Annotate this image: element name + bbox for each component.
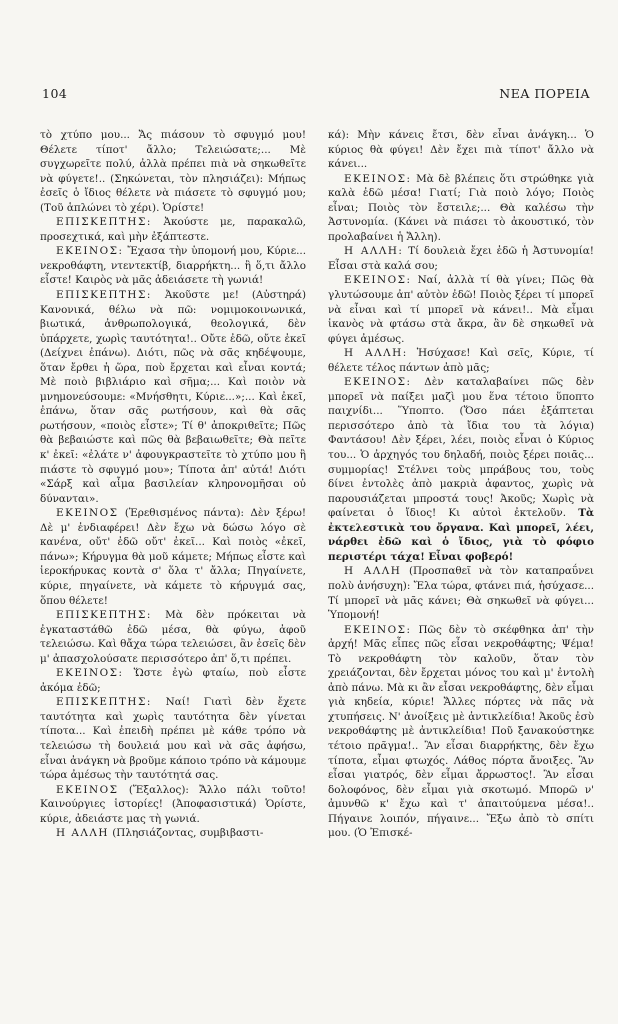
dialogue-paragraph [328, 623, 594, 841]
speaker-name: ΕΚΕΙΝΟΣ: [344, 172, 412, 185]
dialogue-text: (Ἔξαλλος): Ἄλλο πάλι τοῦτο! Καινούργιες ἱστορίες! (Ἀποφασιστικά) Ὁρίστε, κύριε, ἀδειάστε μας τὴ γωνιά. [40, 783, 306, 825]
dialogue-paragraph [40, 215, 306, 244]
dialogue-text: Μὰ δὲν πρόκειται νὰ ἐγκαταστάθῶ ἐδῶ μέσα, θὰ φύγω, ἀφοῦ τελειώσω. Καὶ θἄχα τώρα τελειώσει, ἂν ἐσεῖς δὲν μ' ἀπασχολούσατε περισσότερο ἀπ' ὅ,τι πρέπει. [40, 609, 306, 665]
speaker-name: ΕΚΕΙΝΟΣ: [56, 245, 124, 258]
speaker-name: Η ΑΛΛΗ: [344, 347, 408, 360]
dialogue-paragraph [40, 288, 306, 506]
dialogue-paragraph [328, 346, 594, 375]
speaker-name: Η ΑΛΛΗ: [344, 245, 404, 258]
dialogue-text: Κι αὐτοὶ ἐκτελοῦν. [448, 507, 579, 520]
dialogue-paragraph [40, 244, 306, 288]
dialogue-paragraph [328, 564, 594, 622]
dialogue-text: Δὲν καταλαβαίνει πῶς δὲν μπορεῖ νὰ παίξει μαζὶ μου ἕνα τέτοιο ὕποπτο παιχνίδι... Ὕποπτο. (Ὅσο πάει ἐξάπτεται περισσότερο ἀπὸ τὰ ἴδια του τὰ λόγια) Φαντάσου! Δὲν ξέρει, λέει, ποιὸς εἶναι ὁ Κύριος του... Ὁ ἀρχηγός του δηλαδή, ποιὸς ξέρει ποιᾶς... συμμορίας! Στέλνει τοὺς μπράβους του, τοὺς δίνει ἐντολὲς ἀπὸ μακριὰ ἀφαντος, χωρὶς νὰ παρουσιάζεται μπροστά τους! Ἀκοῦς; Χωρὶς νὰ φαίνεται ὁ ἴδιος! [328, 376, 594, 520]
speaker-name: ΕΚΕΙΝΟΣ: [344, 376, 412, 389]
speaker-name: ΕΠΙΣΚΕΠΤΗΣ: [56, 609, 152, 622]
left-column [40, 128, 306, 1008]
dialogue-text: Ναί, ἀλλὰ τί θὰ γίνει; Πῶς θὰ γλυτώσουμε ἀπ' αὐτὸν ἐδῶ! Ποιὸς ξέρει τί μπορεῖ νὰ εἶναι καὶ τί μπορεῖ νὰ κάνει!.. Μὰ εἶμαι ἱκανὸς νὰ φτάσω στὰ ἄκρα, ἂν δὲ σηκωθεῖ νὰ φύγει ἀμέσως. [328, 274, 594, 345]
dialogue-paragraph [328, 244, 594, 273]
dialogue-text: Ναί! Γιατὶ δὲν ἔχετε ταυτότητα καὶ χωρὶς ταυτότητα δὲν γίνεται τίποτα... Καὶ ἐπειδὴ πρέπει μὲ κάθε τρόπο νὰ τελειώσω τὴ δουλειά μου καὶ νὰ σᾶς ἀφήσω, εἶναι ἀνάγκη νὰ βροῦμε κάποιο τρόπο νὰ κάμουμε τώρα ἀμέσως τὴν ταυτότητά σας. [40, 696, 306, 782]
dialogue-text: Ἔχασα τὴν ὑπομονή μου, Κύριε... νεκροθάφτη, ντεντεκτίβ, διαρρήκτη... ἢ ὅ,τι ἄλλο εἶστε! Καιρὸς νὰ μᾶς ἀδειάσετε τὴ γωνιά! [40, 245, 306, 287]
speaker-name: Η ΑΛΛΗ [56, 827, 109, 840]
dialogue-text: Πῶς δὲν τὸ σκέφθηκα ἀπ' τὴν ἀρχή! Μᾶς εἶπες πῶς εἶσαι νεκροθάφτης; Ψέμα! Τὸ νεκροθάφτη τὸν καλοῦν, ὅταν τὸν χρειάζονται, δὲν ἔρχεται μόνος του καὶ μ' ἐντολὴ ἀπὸ πάνω. Μὰ κι ἂν εἶσαι νεκροθάφτης, δὲν εἶμαι γιὰ κηδεία, κύριε! Ἄλλες πόρτες νὰ πᾶς νὰ χτυπήσεις. Ν' ἀνοίξεις μὲ ἀντικλείδια! Ἀκοῦς ἐσὺ νεκροθάφτης μὲ ἀντικλείδια! Ποῦ ξανακούστηκε τέτοιο πρᾶγμα!.. Ἂν εἶσαι διαρρήκτης, δὲν ἔχω τίποτα, εἶμαι φτωχός. Λάθος πόρτα ἄνοιξες. Ἂν εἶσαι γιατρός, δὲν εἶμαι ἄρρωστος!. Ἂν εἶσαι δολοφόνος, δὲν εἶμαι γιὰ σκοτωμό. Μπορῶ ν' ἀμυνθῶ κ' ἔχω καὶ τ' ἀπαιτούμενα μέσα!.. Πήγαινε λοιπόν, πήγαινε... Ἔξω ἀπὸ τὸ σπίτι μου. (Ὁ Ἐπισκέ- [328, 623, 594, 840]
dialogue-text: (Πλησιάζοντας, συμβιβαστι- [108, 827, 264, 840]
dialogue-text: Ἀκούστε με, παρακαλῶ, προσεχτικά, καὶ μὴν ἐξάπτεστε. [40, 216, 306, 243]
dialogue-paragraph [328, 273, 594, 346]
dialogue-paragraph [40, 506, 306, 608]
speaker-name: Η ΑΛΛΗ [344, 565, 402, 578]
speaker-name: ΕΚΕΙΝΟΣ [56, 783, 119, 796]
speaker-name: ΕΠΙΣΚΕΠΤΗΣ: [56, 696, 152, 709]
speaker-name: ΕΠΙΣΚΕΠΤΗΣ: [56, 289, 152, 302]
dialogue-text: Τί δουλειὰ ἔχει ἐδῶ ἡ Ἀστυνομία! Εἶσαι στὰ καλά σου; [328, 245, 594, 272]
speaker-name: ΕΚΕΙΝΟΣ: [344, 274, 412, 287]
dialogue-text: (Ἐρεθισμένος πάντα): Δὲν ξέρω! Δὲ μ' ἐνδιαφέρει! Δὲν ἔχω νὰ δώσω λόγο σὲ κανένα, οὔτ' ἐδῶ οὔτ' ἐκεῖ... Καὶ ποιὸς «ἐκεῖ, πάνω»; Κήρυγμα θὰ μοῦ κάμετε; Μήπως εἶστε καὶ ἱεροκήρυκας κοντὰ σ' ὅλα τ' ἄλλα; Πηγαίνετε, κύριε, πηγαίνετε, νὰ κάμετε τὸ κήρυγμά σας, ὅπου θέλετε! [40, 507, 306, 607]
dialogue-text: Ἀκοῦστε με! (Αὐστηρά) Κανονικά, θέλω νὰ πῶ: νομιμοκοινωνικά, βιωτικά, ἀνθρωπολογικά, θεολογικά, δὲν ὑπάρχετε, χωρὶς ταυτότητα!.. Οὔτε ἐδῶ, οὔτε ἐκεῖ (Δείχνει ἐπάνω). Διότι, πῶς νὰ σᾶς κηδέψουμε, ὅταν ἔρθει ἡ ὥρα, ποὺ ἔρχεται καὶ εἶναι κοντά; Μὲ ποιὸ βιβλιάριο καὶ σῆμα;... Καὶ ποιὸν νὰ μνημονεύσουμε: «Μνήσθητι, Κύριε...»;... Καὶ ἐκεῖ, ἐπάνω, ὅταν σᾶς ρωτήσουν, καὶ θὰ σᾶς ρωτήσουν, «ποιὸς εἶστε»; Τί θ' ἀποκριθεῖτε; Πῶς θὰ βεβαιώστε καὶ πῶς θὰ βεβαιωθεῖτε; Θὰ πεῖτε κ' ἐκεῖ: «ἐλάτε ν' ἀφουγκραστεῖτε τὸ χτύπο μου ἢ πιάστε τὸ σφυγμό μου»; Τίποτα ἀπ' αὐτά! Διότι «Σάρξ καὶ αἷμα βασιλείαν κληρονομῆσαι οὐ δύνανται». [40, 289, 306, 505]
dialogue-text: Ὥστε ἐγὼ φταίω, ποὺ εἶστε ἀκόμα ἐδῶ; [40, 667, 306, 694]
running-title: ΝΕΑ ΠΟΡΕΙΑ [499, 86, 590, 101]
page-number: 104 [42, 86, 68, 101]
dialogue-paragraph [40, 666, 306, 695]
dialogue-paragraph [328, 172, 594, 245]
text-columns [40, 128, 594, 1008]
dialogue-text: (Προσπαθεῖ νὰ τὸν καταπραΰνει πολὺ ἀνήσυχη): Ἔλα τώρα, φτάνει πιά, ἡσύχασε... Τί μπορεῖ νὰ μᾶς κάνει; Θὰ σηκωθεῖ νὰ φύγει... Ὑπομονή! [328, 565, 594, 622]
running-header [42, 86, 590, 106]
dialogue-paragraph [40, 608, 306, 666]
dialogue-text: Μὰ δὲ βλέπεις ὅτι στρώθηκε γιὰ καλὰ ἐδῶ μέσα! Γιατί; Γιὰ ποιὸ λόγο; Ποιὸς εἶναι; Ποιὸς τὸν ἔστειλε;... Θὰ καλέσω τὴν Ἀστυνομία. (Κάνει νὰ πιάσει τὸ ἀκουστικό, τὸν προλαβαίνει ἡ Ἄλλη). [328, 172, 594, 243]
dialogue-paragraph [40, 695, 306, 782]
dialogue-text: κά): Μὴν κάνεις ἔτσι, δὲν εἶναι ἀνάγκη... Ὁ κύριος θὰ φύγει! Δὲν ἔχει πιὰ τίποτ' ἄλλο νὰ κάνει... [328, 129, 594, 171]
dialogue-paragraph [328, 128, 594, 172]
dialogue-text: Ἡσύχασε! Καὶ σεῖς, Κύριε, τί θέλετε τέλος πάντων ἀπὸ μᾶς; [328, 347, 594, 374]
dialogue-text: τὸ χτύπο μου... Ἄς πιάσουν τὸ σφυγμό μου! Θέλετε τίποτ' ἄλλο; Τελειώσατε;... Μὲ συγχωρεῖτε πολύ, ἀλλὰ πρέπει πιὰ νὰ σηκωθεῖτε νὰ φύγετε!.. (Σηκώνεται, τὸν πλησιάζει): Μήπως ἐσεῖς ὁ ἴδιος θέλετε νὰ πιάσετε τὸ σφυγμό μου; (Τοῦ ἁπλώνει τὸ χέρι). Ὁρίστε! [40, 129, 306, 214]
right-column [328, 128, 594, 1008]
speaker-name: ΕΚΕΙΝΟΣ: [344, 623, 412, 636]
bold-passage: Τὰ ἐκτελεστικὰ του ὄργανα. Καὶ μπορεῖ, λέει, νάρθει ἐδῶ καὶ ὁ ἴδιος, γιὰ τὸ φόφιο περιστέρι τάχα! Εἶναι φοβερό! [328, 507, 594, 563]
dialogue-paragraph [40, 783, 306, 827]
speaker-name: ΕΚΕΙΝΟΣ [56, 507, 119, 520]
speaker-name: ΕΚΕΙΝΟΣ: [56, 667, 124, 680]
dialogue-paragraph [40, 128, 306, 215]
dialogue-paragraph [40, 826, 306, 841]
speaker-name: ΕΠΙΣΚΕΠΤΗΣ: [56, 216, 152, 229]
dialogue-paragraph [328, 375, 594, 564]
